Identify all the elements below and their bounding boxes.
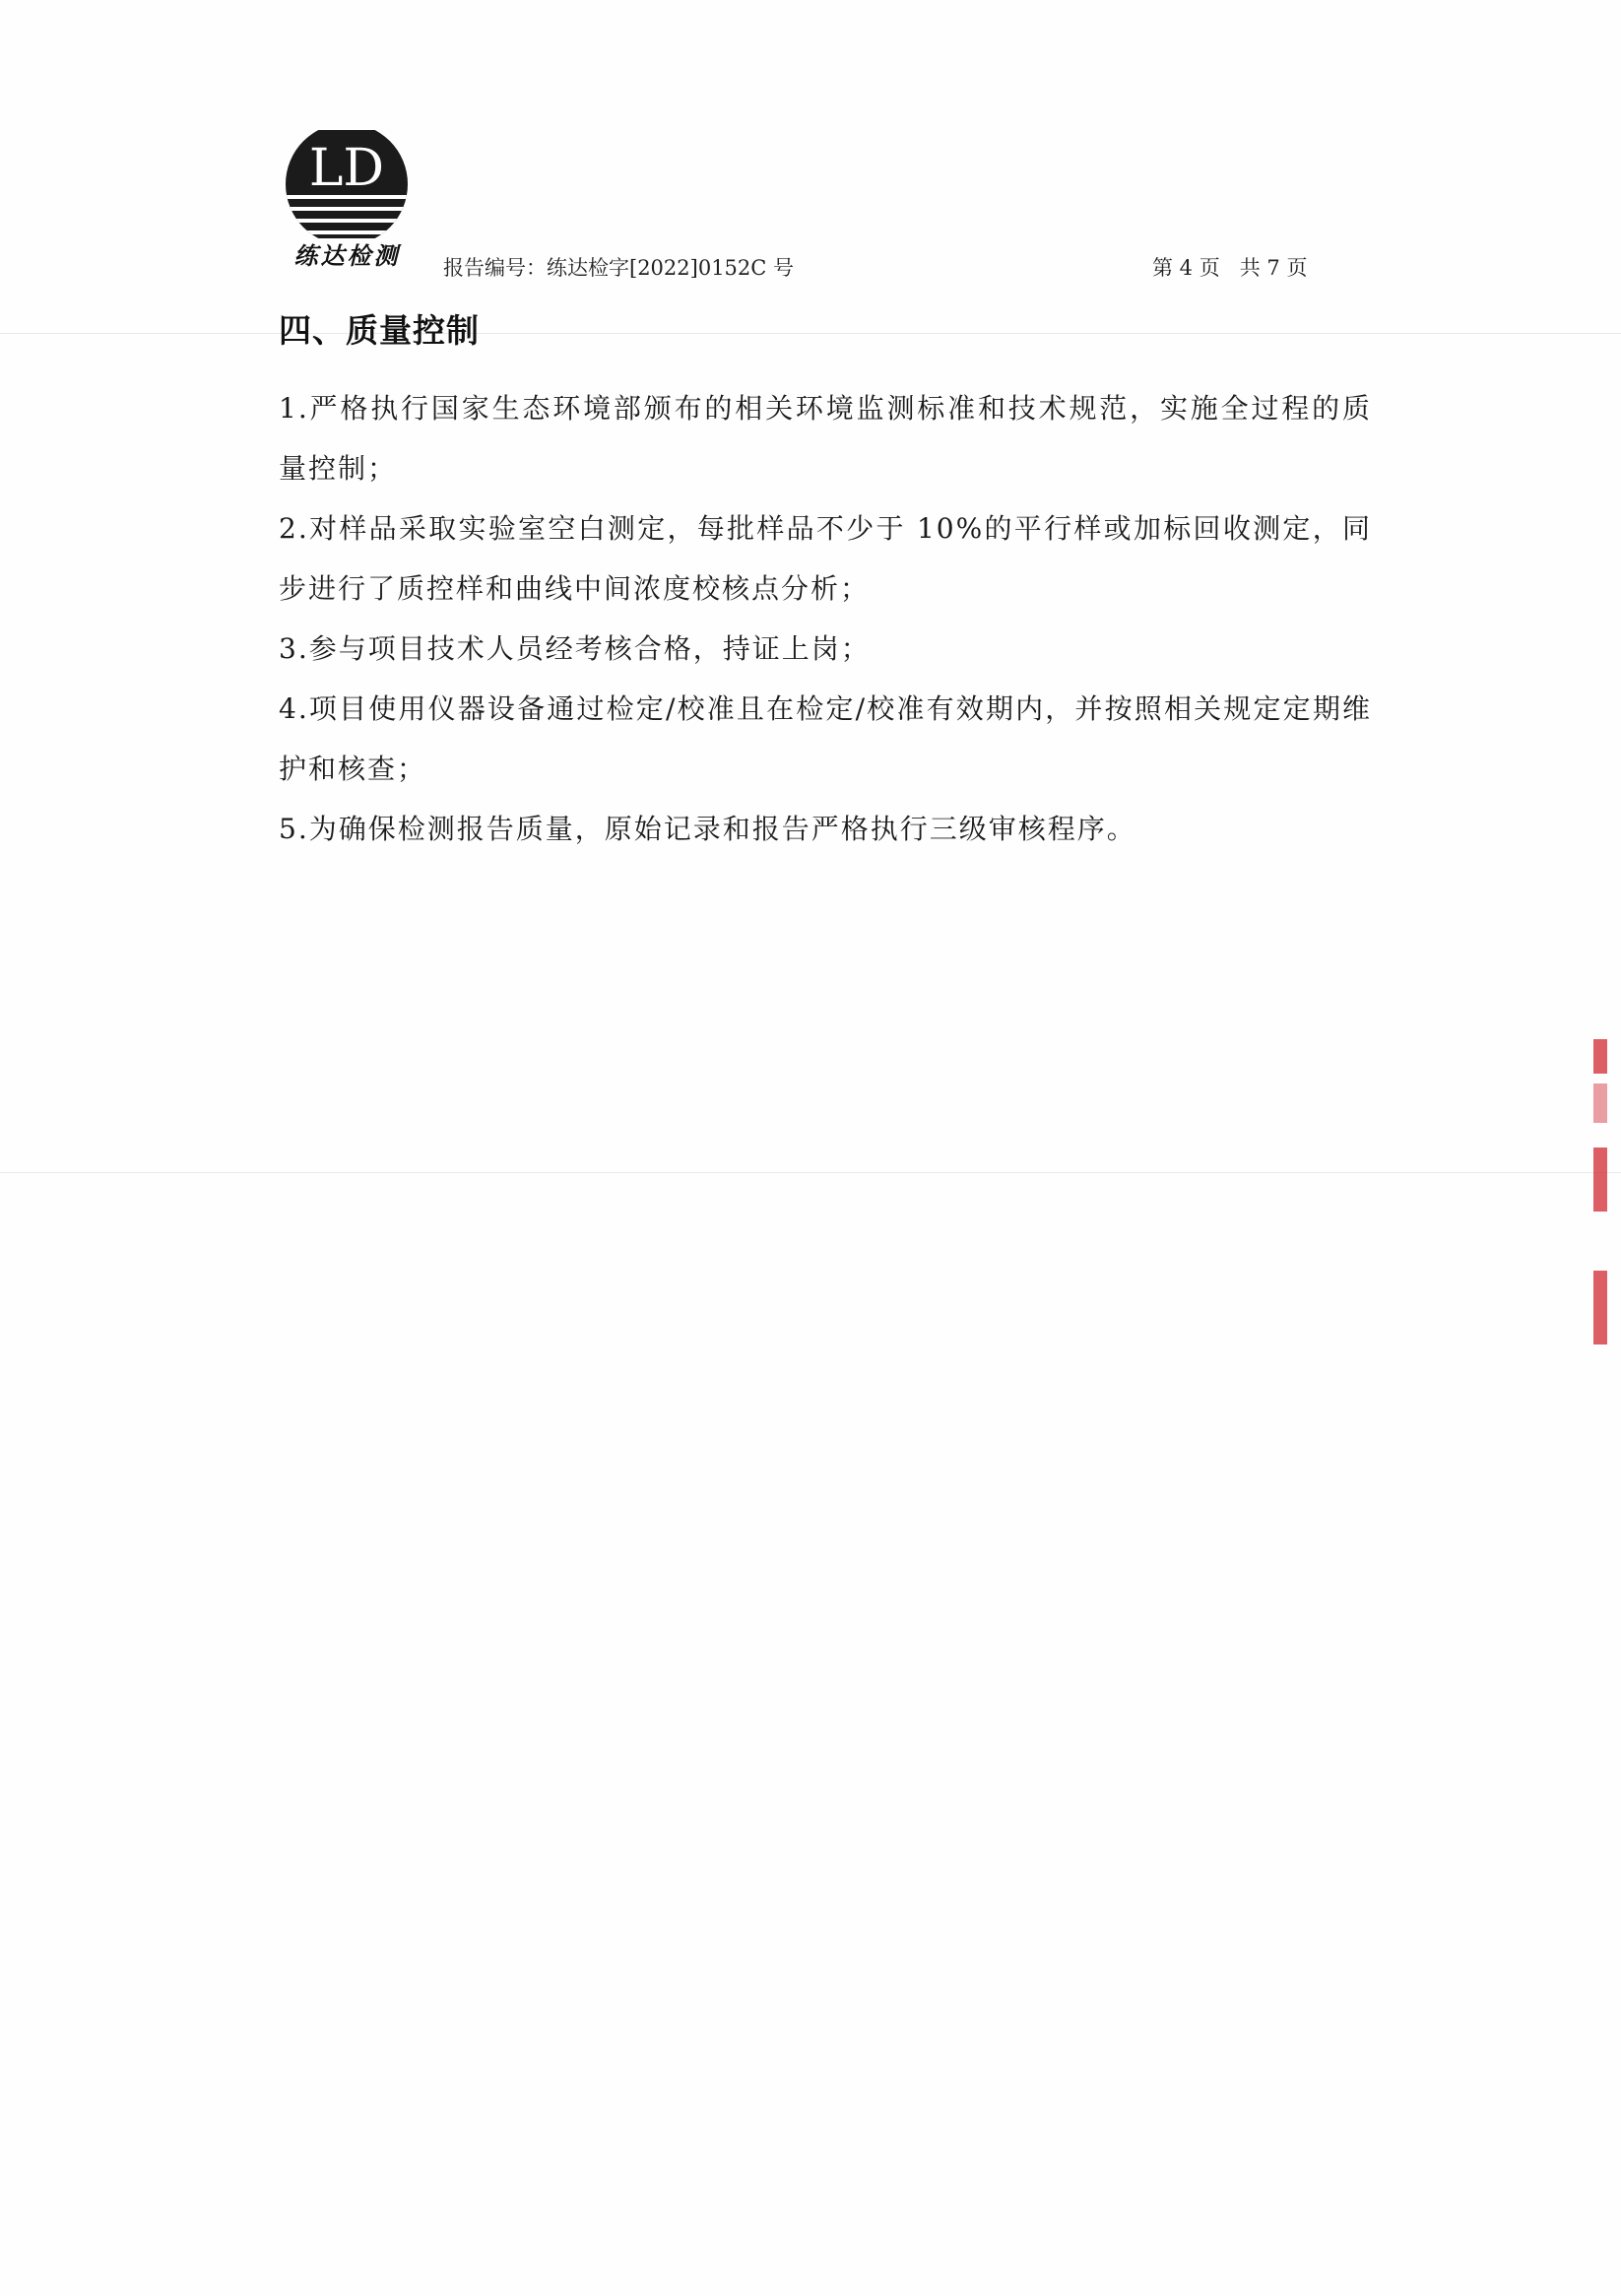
section-title: 四、质量控制 [279, 311, 480, 350]
seal-edge-mark [1593, 1083, 1607, 1123]
list-item: 4.项目使用仪器设备通过检定/校准且在检定/校准有效期内，并按照相关规定定期维护和核查； [279, 692, 1372, 785]
list-item: 5.为确保检测报告质量，原始记录和报告严格执行三级审核程序。 [279, 813, 1136, 845]
quality-control-list [279, 378, 1372, 859]
logo-caption: 练达检测 [293, 241, 401, 270]
list-item: 2.对样品采取实验室空白测定，每批样品不少于 10%的平行样或加标回收测定，同步进行了质控样和曲线中间浓度校核点分析； [279, 512, 1372, 605]
logo-letters: LD [308, 139, 385, 198]
list-item: 1.严格执行国家生态环境部颁布的相关环境监测标准和技术规范，实施全过程的质量控制； [279, 392, 1372, 485]
scan-artifact-line [0, 1172, 1621, 1173]
seal-edge-mark [1593, 1148, 1607, 1212]
ld-logo-icon [281, 130, 414, 238]
list-item: 3.参与项目技术人员经考核合格，持证上岗； [279, 632, 871, 665]
scan-artifact-line [0, 333, 1621, 334]
seal-edge-mark [1593, 1271, 1607, 1345]
page-indicator: 第 4 页 共 7 页 [1152, 256, 1308, 280]
company-logo [281, 130, 414, 278]
report-header [281, 130, 1354, 288]
seal-edge-mark [1593, 1039, 1607, 1074]
report-number: 报告编号：练达检字[2022]0152C 号 [443, 256, 795, 280]
